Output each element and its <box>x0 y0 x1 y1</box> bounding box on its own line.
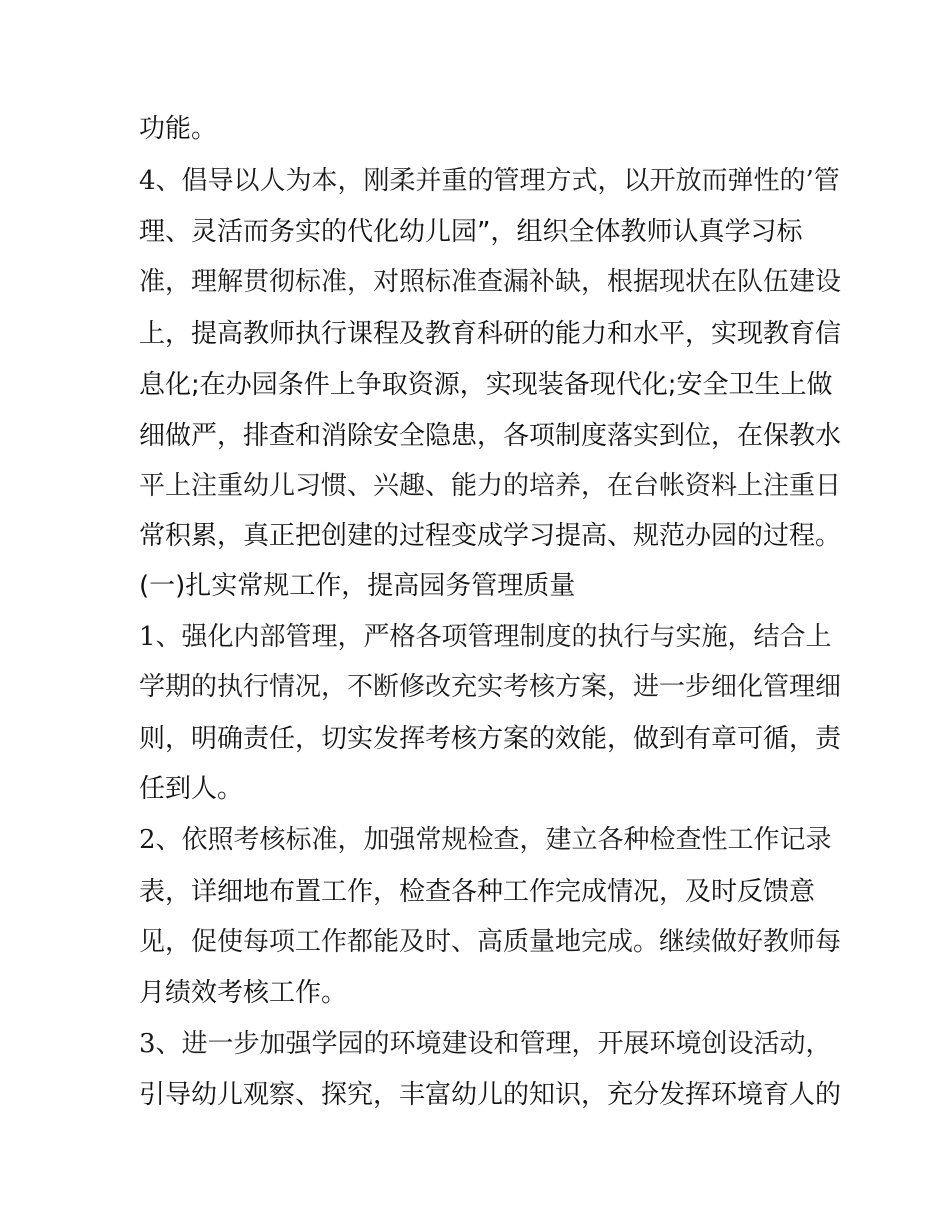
text-line: 细做严，排查和消除安全隐患，各项制度落实到位，在保教水 <box>139 421 842 451</box>
text-line: 准，理解贯彻标准，对照标准查漏补缺，根据现状在队伍建设 <box>139 267 842 297</box>
text-line: 见，促使每项工作都能及时、高质量地完成。继续做好教师每 <box>139 927 842 957</box>
text-line: 任到人。 <box>139 774 244 804</box>
text-line: 3、进一步加强学园的环境建设和管理，开展环境创设活动， <box>139 1029 832 1059</box>
text-line: 学期的执行情况，不断修改充实考核方案，进一步细化管理细 <box>139 672 842 702</box>
text-line: 1、强化内部管理，严格各项管理制度的执行与实施，结合上 <box>139 622 832 652</box>
text-line: 2、依照考核标准，加强常规检查，建立各种检查性工作记录 <box>139 825 832 855</box>
text-line: 月绩效考核工作。 <box>139 978 348 1008</box>
text-line: 平上注重幼儿习惯、兴趣、能力的培养，在台帐资料上注重日 <box>139 471 842 501</box>
text-line: 理、灵活而务实的代化幼儿园”，组织全体教师认真学习标 <box>139 217 803 247</box>
text-line: 引导幼儿观察、探究，丰富幼儿的知识，充分发挥环境育人的 <box>139 1080 842 1110</box>
section-heading: (一)扎实常规工作，提高园务管理质量 <box>139 571 576 601</box>
text-line: 4、倡导以人为本，刚柔并重的管理方式，以开放而弹性的’管 <box>139 166 840 196</box>
text-line: 功能。 <box>139 114 218 144</box>
text-line: 息化;在办园条件上争取资源，实现装备现代化;安全卫生上做 <box>139 370 833 400</box>
text-line: 表，详细地布置工作，检查各种工作完成情况，及时反馈意 <box>139 877 816 907</box>
text-line: 则，明确责任，切实发挥考核方案的效能，做到有章可循，责 <box>139 724 842 754</box>
text-line: 上，提高教师执行课程及教育科研的能力和水平，实现教育信 <box>139 319 842 349</box>
text-line: 常积累，真正把创建的过程变成学习提高、规范办园的过程。 <box>139 521 842 551</box>
